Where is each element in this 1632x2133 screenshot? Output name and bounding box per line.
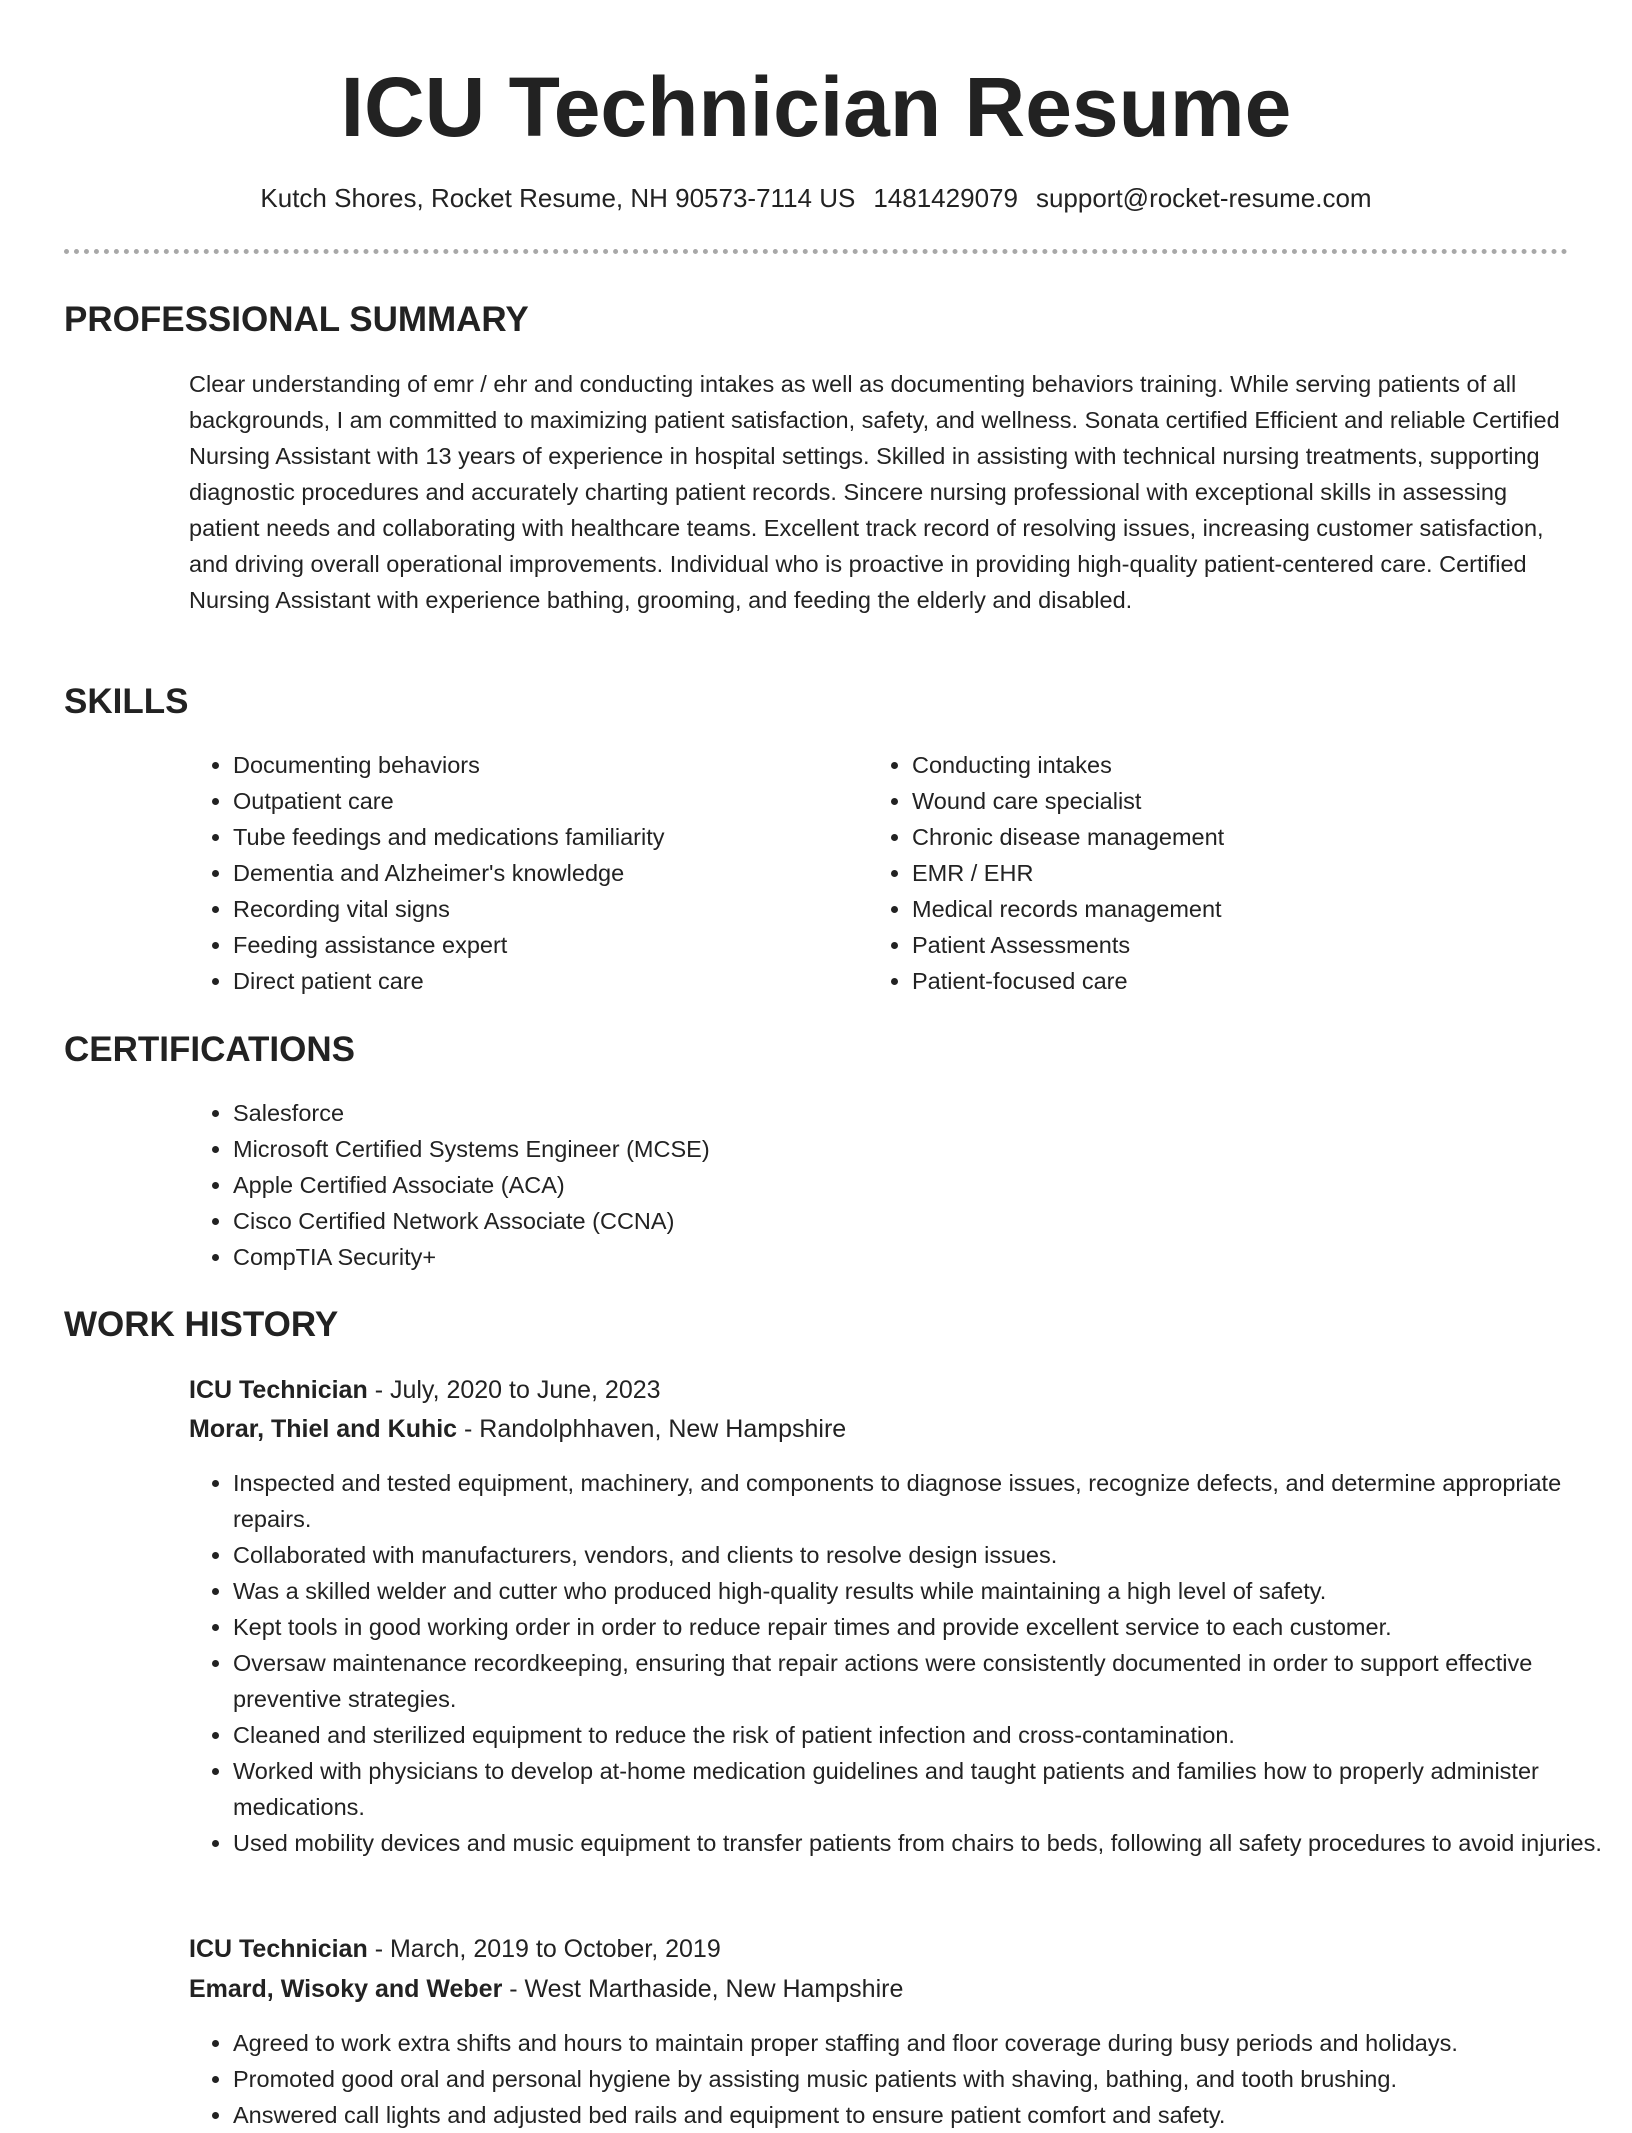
list-item: • Used mobility devices and music equipment to transfer patients from chairs to beds, following all safety procedures to avoid injuries. <box>233 1825 1613 1861</box>
list-item: • Oversaw maintenance recordkeeping, ensuring that repair actions were consistently documented in order to support effective preventive strategies. <box>233 1645 1613 1717</box>
skills-heading: SKILLS <box>64 682 189 721</box>
job-company: Morar, Thiel and Kuhic <box>189 1415 458 1443</box>
summary-heading: PROFESSIONAL SUMMARY <box>64 300 529 339</box>
job-company-line <box>189 1410 846 1448</box>
job-dates: - March, 2019 to October, 2019 <box>367 1935 721 1963</box>
job-location: - West Marthaside, New Hampshire <box>502 1975 904 2003</box>
contact-phone: 1481429079 <box>873 183 1018 213</box>
list-item: • Patient Assessments <box>912 927 1552 963</box>
header-divider <box>64 249 1568 254</box>
list-item: • Salesforce <box>233 1095 1433 1131</box>
list-item: • Was a skilled welder and cutter who produced high-quality results while maintaining a high level of safety. <box>233 1573 1613 1609</box>
list-item: • Feeding assistance expert <box>233 927 833 963</box>
page-title: ICU Technician Resume <box>340 60 1292 154</box>
list-item: • Tube feedings and medications familiarity <box>233 819 833 855</box>
list-item: • Cleaned and sterilized equipment to reduce the risk of patient infection and cross-contamination. <box>233 1717 1613 1753</box>
job-title: ICU Technician <box>189 1376 368 1404</box>
list-item: • Documenting behaviors <box>233 747 833 783</box>
list-item: • Answered call lights and adjusted bed rails and equipment to ensure patient comfort and safety. <box>233 2097 1613 2133</box>
contact-line <box>0 180 1632 216</box>
skills-list-right <box>868 747 1552 999</box>
certifications-heading: CERTIFICATIONS <box>64 1030 356 1069</box>
work-history-heading: WORK HISTORY <box>64 1305 339 1344</box>
job-title-line <box>189 1930 721 1968</box>
list-item: • Direct patient care <box>233 963 833 999</box>
job-duties-list <box>189 2025 1613 2133</box>
list-item: • Agreed to work extra shifts and hours to maintain proper staffing and floor coverage during busy periods and holidays. <box>233 2025 1613 2061</box>
list-item: • Worked with physicians to develop at-home medication guidelines and taught patients and families how to properly administer medications. <box>233 1753 1613 1825</box>
summary-text: Clear understanding of emr / ehr and conducting intakes as well as documenting behaviors training. While serving patients of all backgrounds, I am committed to maximizing patient satisfaction, safety, and wellness. Sonata certified Efficient and reliable Certified Nursing Assistant with 13 years of experience in hospital settings. Skilled in assisting with technical nursing treatments, supporting diagnostic procedures and accurately charting patient records. Sincere nursing professional with exceptional skills in assessing patient needs and collaborating with healthcare teams. Excellent track record of resolving issues, increasing customer satisfaction, and driving overall operational improvements. Individual who is proactive in providing high-quality patient-centered care. Certified Nursing Assistant with experience bathing, grooming, and feeding the elderly and disabled. <box>189 371 1560 613</box>
job-title-line <box>189 1371 661 1409</box>
list-item: • Promoted good oral and personal hygiene by assisting music patients with shaving, bathing, and tooth brushing. <box>233 2061 1613 2097</box>
list-item: • Patient-focused care <box>912 963 1552 999</box>
list-item: • EMR / EHR <box>912 855 1552 891</box>
list-item: • Dementia and Alzheimer's knowledge <box>233 855 833 891</box>
list-item: • Apple Certified Associate (ACA) <box>233 1167 1433 1203</box>
job-duties-list <box>189 1465 1613 1861</box>
list-item: • Recording vital signs <box>233 891 833 927</box>
contact-email: support@rocket-resume.com <box>1035 183 1372 213</box>
list-item: • CompTIA Security+ <box>233 1239 1433 1275</box>
contact-address: Kutch Shores, Rocket Resume, NH 90573-7114 US <box>260 183 856 213</box>
list-item: • Outpatient care <box>233 783 833 819</box>
job-company: Emard, Wisoky and Weber <box>189 1975 503 2003</box>
skills-list-left <box>189 747 833 999</box>
list-item: • Conducting intakes <box>912 747 1552 783</box>
list-item: • Kept tools in good working order in order to reduce repair times and provide excellent service to each customer. <box>233 1609 1613 1645</box>
list-item: • Microsoft Certified Systems Engineer (MCSE) <box>233 1131 1433 1167</box>
job-dates: - July, 2020 to June, 2023 <box>367 1376 661 1404</box>
list-item: • Cisco Certified Network Associate (CCNA) <box>233 1203 1433 1239</box>
list-item: • Wound care specialist <box>912 783 1552 819</box>
job-location: - Randolphhaven, New Hampshire <box>457 1415 847 1443</box>
job-title: ICU Technician <box>189 1935 368 1963</box>
list-item: • Medical records management <box>912 891 1552 927</box>
list-item: • Inspected and tested equipment, machinery, and components to diagnose issues, recognize defects, and determine appropriate repairs. <box>233 1465 1613 1537</box>
job-company-line <box>189 1970 903 2008</box>
list-item: • Collaborated with manufacturers, vendors, and clients to resolve design issues. <box>233 1537 1613 1573</box>
certifications-list <box>189 1095 1433 1275</box>
list-item: • Chronic disease management <box>912 819 1552 855</box>
